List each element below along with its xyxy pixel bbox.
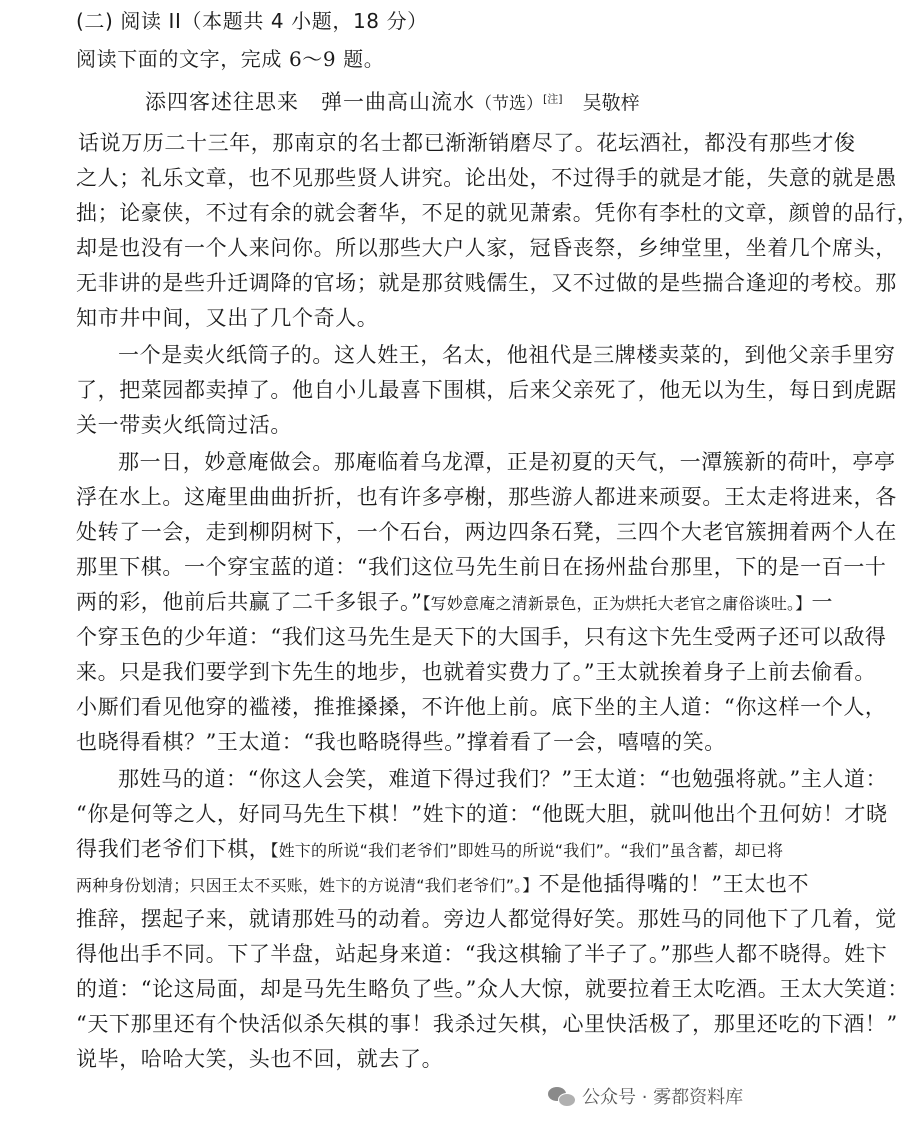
text-line: 得他出手不同。下了半盘，站起身来道：“我这棋输了半子了。”那些人都不晓得。姓卞	[76, 942, 888, 966]
text-segment: 一	[811, 590, 834, 614]
text-line: “你是何等之人，好同马先生下棋！”姓卞的道：“他既大胆，就叫他出个丑何妨！才晓	[76, 802, 888, 826]
text-line: 无非讲的是些升迁调降的官场；就是那贫贱儒生，又不过做的是些揣合逢迎的考校。那	[76, 271, 897, 295]
text-line: 之人；礼乐文章，也不见那些贤人讲究。论出处，不过得手的就是才能，失意的就是愚	[76, 166, 897, 190]
text-line: 的道：“论这局面，却是马先生略负了些。”众人大惊，就要拉着王太吃酒。王太大笑道：	[76, 977, 909, 1001]
commentary-annotation: 两种身份划清；只因王太不买账，姓卞的方说清“我们老爷们”。】	[76, 876, 539, 895]
instruction-text: 阅读下面的文字，完成 6～9 题。	[76, 47, 385, 71]
text-line	[76, 869, 809, 901]
text-segment: 不是他插得嘴的！”王太也不	[538, 872, 810, 896]
title-excerpt-tag: （节选）	[475, 94, 543, 114]
text-line: 拙；论豪侠，不过有余的就会奢华，不足的就见萧索。凭你有李杜的文章，颜曾的品行，	[76, 201, 918, 225]
text-line: 个穿玉色的少年道：“我们这马先生是天下的大国手，只有这卞先生受两子还可以敌得	[76, 625, 887, 649]
text-line: 那里下棋。一个穿宝蓝的道：“我们这位马先生前日在扬州盐台那里，下的是一百一十	[76, 555, 887, 579]
title-note-marker: [注]	[543, 92, 563, 106]
text-line: 推辞，摆起子来，就请那姓马的动着。旁边人都觉得好笑。那姓马的同他下了几着，觉	[76, 907, 897, 931]
text-line: 那一日，妙意庵做会。那庵临着乌龙潭，正是初夏的天气，一潭簇新的荷叶，亭亭	[118, 450, 896, 474]
article-title	[145, 86, 640, 116]
watermark-text: 公众号 · 雾都资料库	[582, 1087, 744, 1108]
text-line: 知市井中间，又出了几个奇人。	[76, 306, 379, 330]
text-line	[76, 834, 783, 866]
section-heading: (二) 阅读 II（本题共 4 小题，18 分）	[76, 9, 428, 33]
author-name: 吴敬梓	[582, 92, 640, 114]
commentary-annotation: 【写妙意庵之清新景色，正为烘托大老官之庸俗谈吐。】	[422, 594, 812, 613]
text-line: 话说万历二十三年，那南京的名士都已渐渐销磨尽了。花坛酒社，都没有那些才俊	[78, 131, 856, 155]
title-main: 添四客述往思来 弹一曲高山流水	[145, 90, 475, 114]
text-line: 也晓得看棋？”王太道：“我也略晓得些。”撑着看了一会，嘻嘻的笑。	[76, 730, 726, 754]
text-line: 了，把菜园都卖掉了。他自小儿最喜下围棋，后来父亲死了，他无以为生，每日到虎踞	[76, 378, 897, 402]
text-segment: 得我们老爷们下棋，	[76, 837, 271, 861]
text-line: 关一带卖火纸筒过活。	[76, 413, 292, 437]
text-line: 处转了一会，走到柳阴树下，一个石台，两边四条石凳，三四个大老官簇拥着两个人在	[76, 520, 897, 544]
commentary-annotation: 【姓卞的所说“我们老爷们”即姓马的所说“我们”。“我们”虽含蓄，却已将	[270, 841, 784, 860]
wechat-icon	[548, 1085, 576, 1107]
text-line: 那姓马的道：“你这人会笑，难道下得过我们？”王太道：“也勉强将就。”主人道：	[118, 767, 888, 791]
text-line	[76, 587, 833, 619]
text-line: 小厮们看见他穿的褴褛，推推搡搡，不许他上前。底下坐的主人道：“你这样一个人，	[76, 695, 887, 719]
text-line: 来。只是我们要学到卞先生的地步，也就着实费力了。”王太就挨着身子上前去偷看。	[76, 660, 877, 684]
text-line: 说毕，哈哈大笑，头也不回，就去了。	[76, 1047, 444, 1071]
watermark	[548, 1079, 743, 1113]
text-segment: 两的彩，他前后共赢了二千多银子。”	[76, 590, 423, 614]
text-line: 浮在水上。这庵里曲曲折折，也有许多亭榭，那些游人都进来顽耍。王太走将进来，各	[76, 485, 897, 509]
text-line: 却是也没有一个人来问你。所以那些大户人家，冠昏丧祭，乡绅堂里，坐着几个席头，	[76, 236, 897, 260]
text-line: “天下那里还有个快活似杀矢棋的事！我杀过矢棋，心里快活极了，那里还吃的下酒！”	[76, 1012, 898, 1036]
text-line: 一个是卖火纸筒子的。这人姓王，名太，他祖代是三牌楼卖菜的，到他父亲手里穷	[118, 343, 896, 367]
